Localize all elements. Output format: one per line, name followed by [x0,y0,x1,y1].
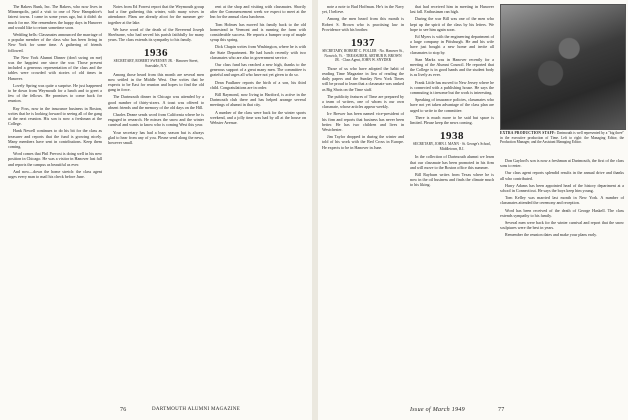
paragraph: Those of us who have adopted the habit of reading Time Magazine in lieu of reading the daily papers and the Sunday New York Times will be proud to learn that a classmate was ranked as Big Shots on the Time staff. [322,65,404,92]
paragraph: Harry Adams has been appointed head of the history department at a school in Connecticut. He says the boys keep him young. [500,182,624,194]
left-page [0,0,312,420]
caption-text: Dartmouth is well represented by a "big three" in the executive production of Time. Left to right: the Managing Editor, the Production Manager, and the Assistant Managing Editor. [500,131,624,144]
left-column-3 [210,4,306,127]
paragraph: Speaking of insurance policies, classmates who have not yet taken advantage of the class plan are urged to write to the committee. [410,97,494,113]
class-year: 1938 [440,130,464,143]
paragraph: note a note to Bud Hoffman. He's in the Navy yet, I believe. [322,4,404,15]
class-secretary: SECRETARY, ROBERT C. POLLER · No. Hanover St., Norwich, Vt. · TREASURER, ARTHUR B. BROWN JR. · Class Agent, JOHN W. SNYDER [322,49,404,63]
paragraph: The Bakers Bunk, Inc. The Bakers, who now lives in Minneapolis, paid a visit to one of New Hampshire's fairest towns. I came in some years ago, but it didn't do much for me. She remembers the happy days in Hanover and would like to return sometime soon. [8,4,102,30]
paragraph: Our class agent reports splendid results in the annual drive and thanks all who contributed. [500,170,624,181]
paragraph: Hank Newell continues to do his bit for the class as treasurer and reports that the fund is growing nicely. Many members have sent in contributions. Keep them coming. [8,128,102,150]
issue-date: Issue of March 1949 [410,407,465,413]
caption-label: EXTRA PRODUCTION STAFF: [500,131,556,135]
paragraph: that had received him in meeting in Hanover last fall. Enthusiasm ran high. [410,4,494,15]
paragraph: Remember the reunion dates and make your plans early. [505,232,597,238]
magazine-title: DARTMOUTH ALUMNI MAGAZINE [152,407,241,412]
paragraph: Among those heard from this month are several men now settled in the Middle West. One writes that he expects to be East for reunion and hopes to find the old gang in force. [108,71,204,93]
right-column-2 [410,4,494,190]
paragraph: During the war Bill was one of the men who kept up the spirit of the class by his letters. We hope to see him again soon. [410,16,494,32]
page-number: 77 [498,407,505,413]
paragraph: Word has been received of the death of George Haskell. The class extends sympathy to his family. [500,207,624,218]
paragraph: Among the men heard from this month is Robert S. Brown who is practising law in Providence with his brother. [322,16,404,32]
paragraph: Dick Chapin writes from Washington, where he is with the State Department. He had lunch recently with two classmates who are also in government service. [210,44,306,60]
paragraph: The Dartmouth dinner in Chicago was attended by a good number of thirty-sixers. A toast was offered to absent friends and the memory of the old days on the Hill. [108,94,204,110]
photo-caption [500,131,624,145]
paragraph: In the collection of Dartmouth alumni we learn that our classmate has been promoted in his firm and will move to the Boston office this summer. [410,154,494,170]
paragraph: Frank Little has moved to New Jersey where he is connected with a publishing house. He says the commuting is tiresome but the work is interesting. [410,79,494,96]
paragraph: Bill Rayburn writes from Texas where he is now in the oil business and finds the climate much to his liking. [410,172,494,188]
left-column-1 [8,4,102,181]
page-number: 76 [120,407,127,413]
paragraph: Irv Brewer has been named vice-president of his firm and reports that business has never been better. He has two children and lives in Westchester. [322,111,404,133]
paragraph: A number of the class were back for the winter sports weekend, and a jolly time was had by all at the house on Webster Avenue. [210,109,306,126]
class-secretary: SECRETARY, JOHN J. MANN · St. George's School, Middletown, R.I. [412,142,492,151]
left-column-2 [108,4,204,147]
right-column-1 [322,4,404,152]
paragraph: Your secretary has had a busy season but is always glad to hear from any of you. Please send along the news, however small. [108,129,204,146]
paragraph: Stan Marks was in Hanover recently for a meeting of the Alumni Council. He reported that the College is in good hands and the student body is as lively as ever. [410,56,494,78]
class-heading-1937 [322,37,404,63]
paragraph: Wedding bells: Classmates announced the marriage of a popular member of the class who has been living in New York for some time. A gathering of friends followed. [8,32,102,53]
paragraph: There is much more to be said but space is limited. Please keep the news coming. [410,114,494,126]
class-heading-1938 [410,130,494,151]
right-column-3 [500,158,624,240]
paragraph: Our class fund has reached a new high, thanks to the generous support of a great many men. The committee is grateful and urges all who have not yet given to do so. [210,62,306,78]
paragraph: Several men were back for the winter carnival and report that the snow sculptures were the best in years. [500,220,624,231]
class-secretary: SECRETARY, ROBERT SWEENEY JR. · Hanover Street, Scarsdale, N.Y. [113,59,199,69]
paragraph: Dean Faulkner reports the birth of a son, his third child. Congratulations are in order. [210,79,306,90]
class-heading-1936 [108,47,204,68]
paragraph: We have word of the death of the Reverend Joseph Sherburne, who had served his parish faithfully for many years. The class extends its sympathy to his family. [108,26,204,43]
paragraph: And now—down the home stretch: the class agent urges every man to mail his check before June. [8,168,102,180]
paragraph: Jim Taylor dropped in during the winter and told of his work with the Red Cross in Europe. He expects to be in Hanover in June. [322,134,404,150]
paragraph: Ed Myers is with the engineering department of a large company in Pittsburgh. He and his wife have just bought a new home and invite all classmates to stop by. [410,34,494,55]
class-year: 1937 [351,37,375,50]
paragraph: Charles Deane sends word from California where he is engaged in research. He misses the snow and the winter carnival and wants to know who is coming West this year. [108,112,204,128]
class-year: 1936 [144,47,168,60]
paragraph: Tom Kelley was married last month in New York. A number of classmates attended the ceremony and reception. [500,195,624,206]
paragraph: Don Gaylord's son is now a freshman at Dartmouth, the first of the class sons to enter. [500,158,624,169]
paragraph: Bill Raymond, now living in Hartford, is active in the Dartmouth club there and has helped arrange several meetings of alumni in that city. [210,92,306,108]
paragraph: Ray Foss, now in the insurance business in Boston, writes that he is looking forward to seeing all of the gang at the next reunion. His son is now a freshman at the College. [8,105,102,127]
paragraph: The publicity features of Time are prepared by a team of writers, one of whom is our own classmate, whose articles appear weekly. [322,93,404,110]
paragraph: Lovely Spring was quite a surprise. He just happened to be down from Weymouth for a lunch and to greet a few of the fellows. He promises to come back for reunion. [8,82,102,104]
staff-photo [500,4,626,130]
paragraph: Tom Holmes has moved his family back to the old homestead in Vermont and is running the farm with considerable success. He reports a bumper crop of maple syrup this spring. [210,21,306,43]
paragraph: rent at the shop and visiting with classmates. Shortly after the Commencement week we expect to meet at the Inn for the annual class luncheon. [210,4,306,20]
paragraph: The New York Alumni Dinner (don't swing on me) was the happiest one since the war. Those present included a generous representation of the class and the tables were crowded with stories of old times in Hanover. [8,54,102,81]
paragraph: Word comes that Phil Prevost is doing well in his new position in Chicago. He was a visitor in Hanover last fall and reports the campus as beautiful as ever. [8,151,102,167]
paragraph: Notes from Ed Forrest report that the Weymouth group had a fine gathering this winter, with many wives in attendance. Plans are already afoot for the summer get-together at the lake. [108,4,204,25]
